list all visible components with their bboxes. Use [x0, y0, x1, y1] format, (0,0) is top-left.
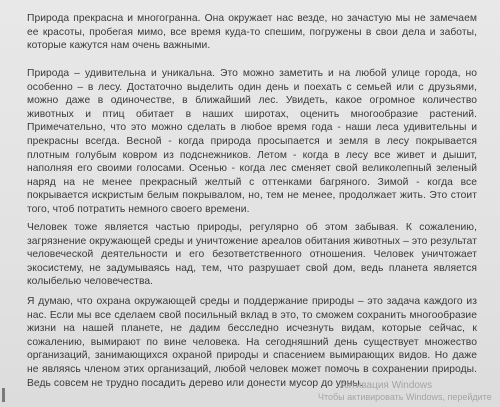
left-edge-mark [2, 388, 5, 402]
paragraph-2: Природа – удивительна и уникальна. Это можно заметить и на любой улице города, но особенно – в лесу. Достаточно выделить один день и поехать с семьей или с друзьями, можно даже в одиночестве, в ближайший лес. Увидеть, какое огромное количество животных и птиц обитает в наших широтах, оценить многообразие растений. Примечательно, что это можно сделать в любое время года - наши леса удивительны и прекрасны всегда. Весной - когда природа просыпается и земля в лесу покрывается плотным голубым ковром из подснежников. Летом - когда в лесу все живет и дышит, наполняя его своими голосами. Осенью - когда лес сменяет свой великолепный зеленый наряд на не менее прекрасный желтый с оттенками багряного. Зимой - когда все покрывается искристым белым покрывалом, но, тем не менее, продолжает жить. Это стоит того, чтоб потратить немного своего времени. [27, 68, 477, 215]
paragraph-4: Я думаю, что охрана окружающей среды и поддержание природы – это задача каждого из нас. Если мы все сделаем свой посильный вклад в это, то сможем сохранить многообразие жизни на нашей планете, не дадим бесследно исчезнуть видам, которые сейчас, к сожалению, вымирают по вине человека. На сегодняшний день существует множество организаций, занимающихся охраной природы и спасением вымирающих видов. Но даже не являясь членом этих организаций, любой человек может помочь в сохранении природы. Ведь совсем не трудно посадить дерево или донести мусор до урны. [27, 296, 477, 389]
paragraph-3: Человек тоже является частью природы, регулярно об этом забывая. К сожалению, загрязнение окружающей среды и уничтожение ареалов обитания животных – это результат человеческой деятельности и его безответственного отношения. Человек уничтожает экосистему, не задумываясь над, тем, что разрушает свой дом, ведь планета является колыбелью человечества. [27, 222, 477, 288]
windows-activation-title: Активация Windows [340, 380, 433, 391]
paragraph-1: Природа прекрасна и многогранна. Она окружает нас везде, но зачастую мы не замечаем ее красоты, пробегая мимо, все время куда-то спешим, погружены в свои дела и заботы, которые кажутся нам очень важными. [27, 13, 477, 52]
windows-activation-subtitle: Чтобы активировать Windows, перейдите [318, 392, 492, 402]
